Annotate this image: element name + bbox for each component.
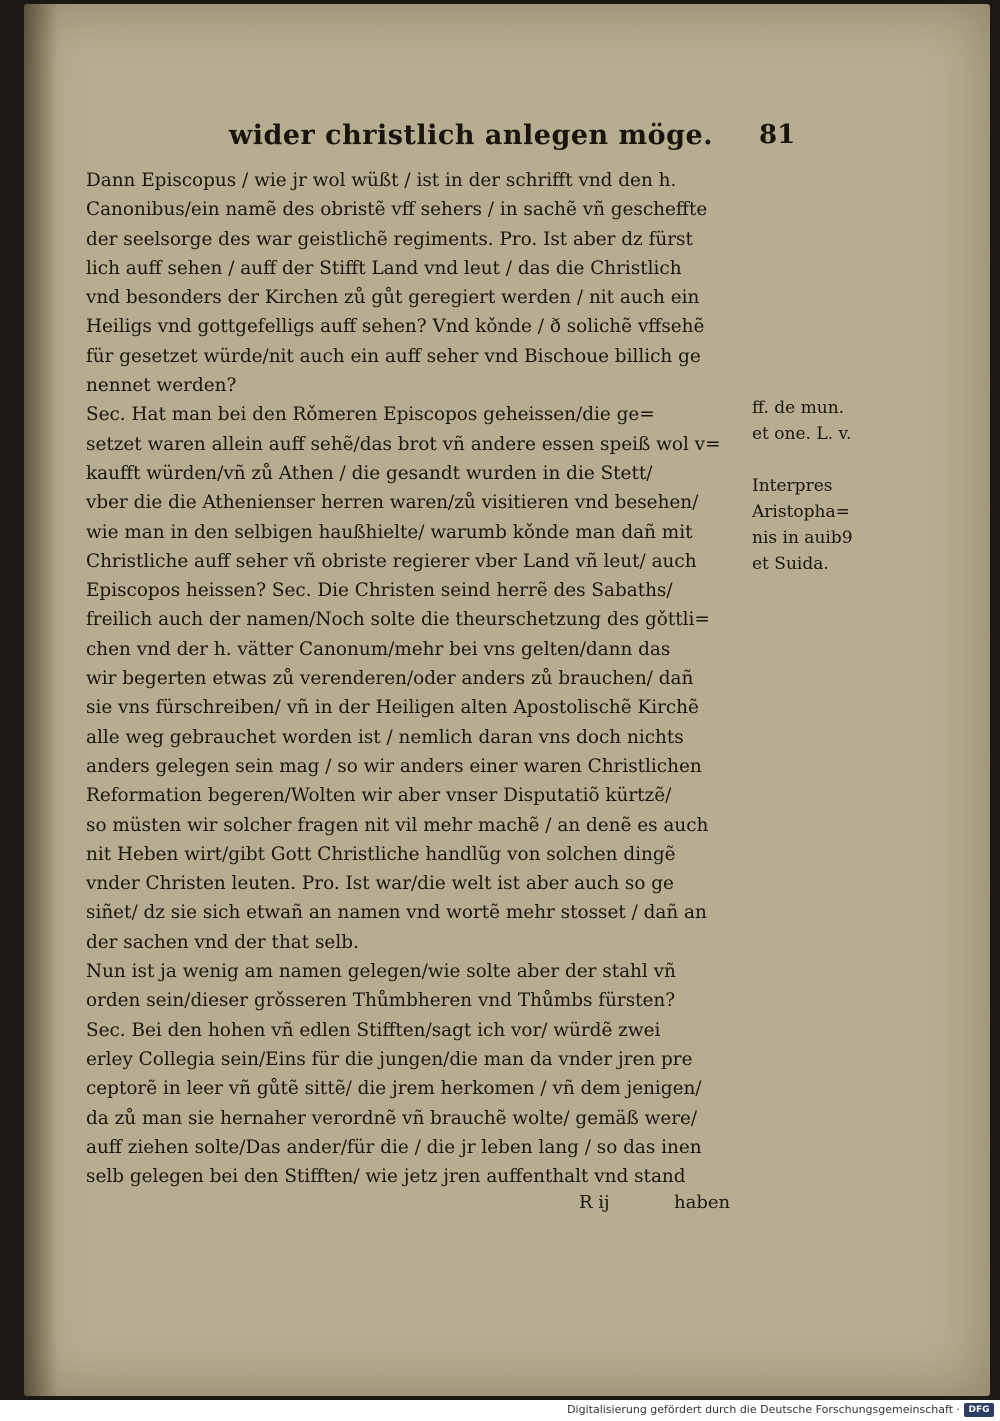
margin-note <box>752 473 892 577</box>
text-line: erley Collegia sein/Eins für die jungen/die man da vnder jren pre <box>86 1048 693 1070</box>
catchword-line <box>579 1192 789 1220</box>
margin-note-line: et one. L. v. <box>752 424 852 444</box>
margin-note-line: Aristopha= <box>752 502 850 522</box>
text-line: der sachen vnd der that selb. <box>86 931 359 953</box>
text-line: lich auff sehen / auff der Stifft Land vnd leut / das die Christlich <box>86 257 682 279</box>
text-line: orden sein/dieser grǒsseren Thůmbheren vnd Thůmbs fürsten? <box>86 990 676 1012</box>
text-line: setzet waren allein auff sehẽ/das brot vñ andere essen speiß wol v= <box>86 433 721 455</box>
text-line: sie vns fürschreiben/ vñ in der Heiligen alten Apostolischẽ Kirchẽ <box>86 697 699 719</box>
margin-note-line: nis in auib9 <box>752 528 853 548</box>
text-line: vnder Christen leuten. Pro. Ist war/die welt ist aber auch so ge <box>86 873 674 895</box>
margin-note <box>752 395 892 447</box>
text-line: Dann Episcopus / wie jr wol wüßt / ist in der schrifft vnd den h. <box>86 170 677 191</box>
catchword: haben <box>674 1192 731 1213</box>
text-line: vnd besonders der Kirchen zů gůt geregiert werden / nit auch ein <box>86 287 700 309</box>
text-line: Canonibus/ein namẽ des obristẽ vff sehers / in sachẽ vñ gescheffte <box>86 199 708 221</box>
text-line: der seelsorge des war geistlichẽ regiments. Pro. Ist aber dz fürst <box>86 228 693 250</box>
text-line: auff ziehen solte/Das ander/für die / die jr leben lang / so das inen <box>86 1136 702 1158</box>
text-line: Episcopos heissen? Sec. Die Christen seind herrẽ des Sabaths/ <box>86 580 673 602</box>
text-line: Sec. Hat man bei den Rǒmeren Episcopos geheissen/die ge= <box>86 404 655 426</box>
text-line: freilich auch der namen/Noch solte die theurschetzung des gǒttli= <box>86 609 710 631</box>
dfg-logo: DFG <box>964 1403 994 1417</box>
text-line: siñet/ dz sie sich etwañ an namen vnd wortẽ mehr stosset / dañ an <box>86 902 707 924</box>
text-line: chen vnd der h. vätter Canonum/mehr bei vns gelten/dann das <box>86 638 671 660</box>
text-line: Heiligs vnd gottgefelligs auff sehen? Vnd kǒnde / ð solichẽ vffsehẽ <box>86 316 705 338</box>
text-line: wie man in den selbigen haußhielte/ warumb kǒnde man dañ mit <box>86 521 693 543</box>
text-line: selb gelegen bei den Stifften/ wie jetz jren auffenthalt vnd stand <box>86 1166 686 1188</box>
page-header <box>229 120 796 164</box>
text-line: nit Heben wirt/gibt Gott Christliche handlũg von solchen dingẽ <box>86 843 676 865</box>
text-line: nennet werden? <box>86 375 237 397</box>
text-line: alle weg gebrauchet worden ist / nemlich daran vns doch nichts <box>86 726 684 748</box>
text-line: Christliche auff seher vñ obriste regierer vber Land vñ leut/ auch <box>86 550 697 572</box>
book-page <box>24 4 990 1396</box>
text-line: vber die die Athenienser herren waren/zů visitieren vnd besehen/ <box>86 492 699 514</box>
funding-credit: Digitalisierung gefördert durch die Deutsche Forschungsgemeinschaft · <box>567 1403 960 1416</box>
text-line: wir begerten etwas zů verenderen/oder anders zů brauchen/ dañ <box>86 668 694 690</box>
margin-note-line: ff. de mun. <box>752 398 845 418</box>
text-line: Nun ist ja wenig am namen gelegen/wie solte aber der stahl vñ <box>86 961 676 983</box>
text-line: für gesetzet würde/nit auch ein auff seher vnd Bischoue billich ge <box>86 345 701 367</box>
margin-note-line: Interpres <box>752 476 833 496</box>
text-line: Reformation begeren/Wolten wir aber vnser Disputatiõ kürtzẽ/ <box>86 785 672 807</box>
text-line: ceptorẽ in leer vñ gůtẽ sittẽ/ die jrem herkomen / vñ dem jenigen/ <box>86 1078 702 1100</box>
running-head: wider christlich anlegen möge. <box>229 120 714 151</box>
text-line: kaufft würden/vñ zů Athen / die gesandt wurden in die Stett/ <box>86 462 653 484</box>
margin-note-line: et Suida. <box>752 554 829 574</box>
text-line: da zů man sie hernaher verordnẽ vñ brauchẽ wolte/ gemäß were/ <box>86 1107 698 1129</box>
page-gutter-shadow <box>24 4 58 1396</box>
text-line: Sec. Bei den hohen vñ edlen Stifften/sagt ich vor/ würdẽ zwei <box>86 1019 661 1041</box>
footer-bar <box>0 1400 1000 1421</box>
text-line: anders gelegen sein mag / so wir anders einer waren Christlichen <box>86 755 702 777</box>
text-line: so müsten wir solcher fragen nit vil mehr machẽ / an denẽ es auch <box>86 814 709 836</box>
folio-number: 81 <box>759 120 796 150</box>
signature-mark: R ij <box>579 1192 610 1213</box>
main-text-block <box>86 166 781 1191</box>
marginal-notes <box>752 395 892 603</box>
